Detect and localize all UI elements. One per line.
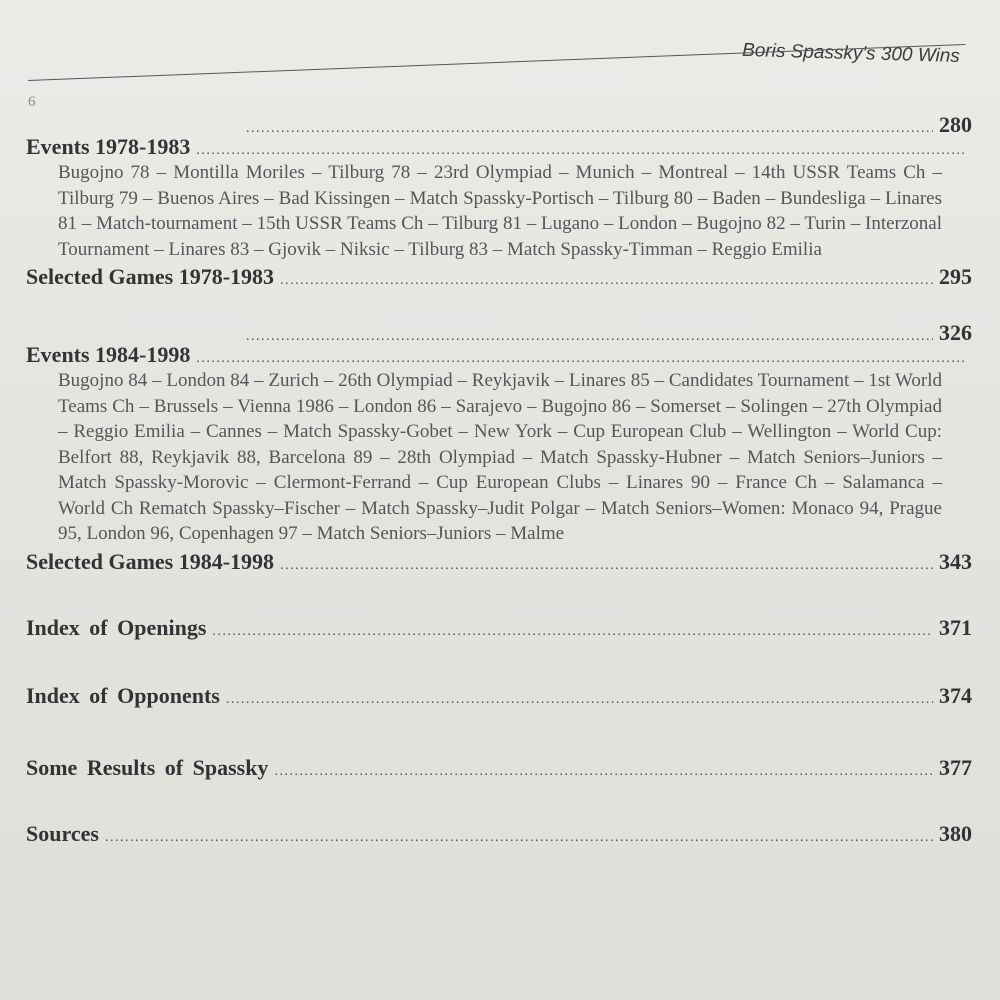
toc-page-index-of-opponents: 374	[939, 682, 972, 708]
toc-title-some-results-of-spassky: Some Results of Spassky	[26, 754, 269, 780]
dot-leader	[246, 329, 933, 345]
toc-page-sources: 380	[939, 820, 972, 846]
dot-leader	[196, 143, 966, 159]
dot-leader	[280, 273, 933, 289]
toc-details-events-1984-1998: Bugojno 84 – London 84 – Zurich – 26th Olympiad – Reykjavik – Linares 85 – Candidates Tournament – 1st World Teams Ch – Brussels – Vienna 1986 – London 86 – Sarajevo – Bugojno 86 – Somerset – Solingen – 27th Olympiad – Reggio Emilia – Cannes – Match Spassky-Gobet – New York – Cup European Club – Wellington – World Cup: Belfort 88, Reykjavik 88, Barcelona 89 – 28th Olympiad – Match Spassky-Hubner – Match Seniors–Juniors – Match Spassky-Morovic – Clermont-Ferrand – Cup European Clubs – Linares 90 – France Ch – Salamanca – World Ch Rematch Spassky–Fischer – Match Spassky–Judit Polgar – Match Seniors–Women: Monaco 94, Prague 95, London 96, Copenhagen 97 – Match Seniors–Juniors – Malme	[58, 370, 942, 544]
toc-title-sources: Sources	[26, 820, 99, 846]
toc-title-selected-games-1984-1998: Selected Games 1984-1998	[26, 548, 275, 574]
toc-entry-index-of-openings[interactable]	[26, 615, 972, 641]
toc-page-some-results-of-spassky: 377	[939, 754, 972, 780]
toc-title-selected-games-1978-1983: Selected Games 1978-1983	[26, 264, 275, 289]
toc-page-index-of-openings: 371	[939, 614, 972, 640]
toc-entry-index-of-opponents[interactable]	[26, 683, 972, 709]
dot-leader	[274, 764, 933, 780]
running-head: Boris Spassky's 300 Wins	[741, 39, 961, 67]
toc-title-events-1978-1983: Events 1978-1983	[26, 134, 191, 159]
dot-leader	[226, 692, 933, 708]
table-of-contents	[26, 112, 972, 847]
dot-leader	[105, 830, 933, 846]
dot-leader	[212, 624, 933, 640]
toc-entry-selected-games-1978-1983[interactable]	[26, 264, 972, 290]
page-number: 6	[28, 94, 36, 110]
toc-page-selected-games-1978-1983: 295	[939, 264, 972, 289]
toc-title-events-1984-1998: Events 1984-1998	[26, 342, 191, 367]
toc-page-events-1978-1983: 280	[939, 112, 972, 137]
dot-leader	[196, 351, 966, 367]
toc-entry-selected-games-1984-1998[interactable]	[26, 549, 972, 575]
toc-details-events-1978-1983: Bugojno 78 – Montilla Moriles – Tilburg 78 – 23rd Olympiad – Munich – Montreal – 14th USSR Teams Ch – Tilburg 79 – Buenos Aires – Bad Kissingen – Match Spassky-Portisch – Tilburg 80 – Baden – Bundesliga – Linares 81 – Match-tournament – 15th USSR Teams Ch – Tilburg 81 – Lugano – London – Bugojno 82 – Turin – Interzonal Tournament – Linares 83 – Gjovik – Niksic – Tilburg 83 – Match Spassky-Timman – Reggio Emilia	[58, 162, 942, 260]
toc-title-index-of-opponents: Index of Opponents	[26, 682, 220, 708]
toc-entry-events-1978-1983[interactable]	[26, 134, 972, 160]
toc-title-index-of-openings: Index of Openings	[26, 614, 207, 640]
toc-entry-events-1984-1998[interactable]	[26, 342, 972, 368]
dot-leader	[246, 121, 933, 137]
toc-entry-sources[interactable]	[26, 821, 972, 847]
dot-leader	[280, 558, 933, 574]
toc-entry-some-results-of-spassky[interactable]	[26, 755, 972, 781]
toc-page-selected-games-1984-1998: 343	[939, 548, 972, 574]
toc-page-events-1984-1998: 326	[939, 320, 972, 345]
